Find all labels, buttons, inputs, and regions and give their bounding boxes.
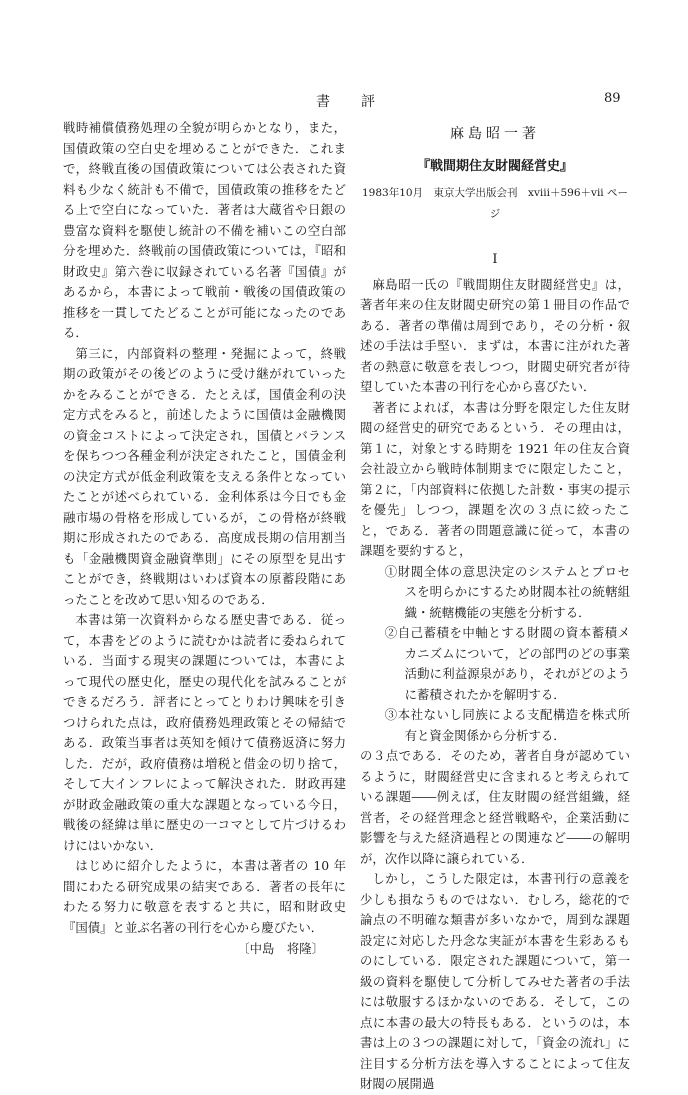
paragraph: しかし，こうした限定は，本書刊行の意義を少しも損なうものではない．むしろ，総花的で論点の不明確な類書が多いなかで，周到な課題設定に対応した丹念な実証が本書を生彩あるものにしている．限定された課題について，第一級の資料を駆使して分析してみせた著者の手法には敬服するほかないのである．そして，この点に本書の最大の特長もある．というのは，本書は上の３つの課題に対して，「資金の流れ」に注目する分析方法を導入することによって住友財閥の展開過: [360, 871, 630, 1091]
left-column: [63, 118, 346, 960]
paragraph: 戦時補償債務処理の全貌が明らかとなり，また，国債政策の空白史を埋めることができた．これまで，終戦直後の国債政策については公表された資料も少なく統計も不備で，国債政策の推移をたどる上で空白になっていた．著者は大蔵省や日銀の豊富な資料を駆使し統計の不備を補いこの空白部分を埋めた．終戦前の国債政策については，『昭和財政史』第六巻に収録されている名著『国債』があるから，本書によって戦前・戦後の国債政策の推移を一貫してたどることが可能になったのである．: [63, 120, 346, 340]
paragraph: 著者によれば，本書は分野を限定した住友財閥の経営史的研究であるという．その理由は，第１に，対象とする時期を 1921 年の住友合資会社設立から戦時体制期までに限定したこと，第２に，「内部資料に依拠した計数・事実の提示を優先」しつつ，課題を次の３点に絞ったこと，である．著者の問題意識に従って，本書の課題を要約すると，: [360, 399, 630, 558]
book-title: 『戦間期住友財閥経営史』: [416, 158, 573, 174]
paragraph: 本書は第一次資料からなる歴史書である．従って，本書をどのように読むかは読者に委ねられている．当面する現実の課題については，本書によって現代の歴史化，歴史の現代化を試みることができるだろう．評者にとってとりわけ興味を引きつけられた点は，政府債務処理政策とその帰結である．政策当事者は英知を傾けて債務返済に努力した．だが，政府債務は増税と借金の切り捨て，そして大インフレによって解決された．財政再建が財政金融政策の重大な課題となっている今日，戦後の経緯は単に歴史の一コマとして片づけるわけにはいかない．: [63, 612, 346, 853]
paragraph: はじめに紹介したように，本書は著者の 10 年間にわたる研究成果の結実である．著者の長年にわたる努力に敬意を表すると共に，昭和財政史『国債』と並ぶ名著の刊行を心から慶びたい．: [63, 858, 346, 935]
paragraph: の３点である．そのため，著者自身が認めているように，財閥経営史に含まれると考えられている課題――例えば，住友財閥の経営組織，経営者，その経営理念と経営戦略や，企業活動に影響を与えた経済過程との関連など――の解明が，次作以降に譲られている．: [360, 748, 630, 866]
running-header-left: 書: [316, 94, 330, 110]
publication-info: 1983年10月 東京大学出版会刊 xviii＋596＋vii ページ: [361, 187, 629, 220]
page-number: 89: [604, 91, 621, 106]
paragraph: 第三に，内部資料の整理・発掘によって，終戦期の政策がその後どのように受け継がれていったかをみることができる．たとえば，国債金利の決定方式をみると，前述したように国債は金融機関の資金コストによって決定され，国債とバランスを保ちつつ各種金利が決定されたこと，国債金利の決定方式が低金利政策を支える条件となっていたことが述べられている．金利体系は今日でも金融市場の骨格を形成しているが，この骨格が終戦期に形成されたのである．高度成長期の信用割当も「金融機関資金融資準則」にその原型を見出すことができ，終戦期はいわば資本の原蓄段階にあったことを改めて思い知るのである．: [63, 345, 346, 607]
list-item: ①財閥全体の意思決定のシステムとプロセスを明らかにするため財閥本社の統轄組織・統轄機能の実態を分析する．: [384, 563, 630, 620]
right-column: [360, 118, 630, 1095]
list-item: ③本社ないし同族による支配構造を株式所有と資金関係から分析する．: [384, 707, 630, 743]
reviewer-name: 〔中島 将隆〕: [237, 941, 324, 956]
running-header-right: 評: [361, 94, 375, 110]
list-item: ②自己蓄積を中軸とする財閥の資本蓄積メカニズムについて，どの部門のどの事業活動に利益源泉があり，それがどのように蓄積されたかを解明する．: [384, 625, 630, 702]
running-header: [0, 91, 688, 111]
research-topics-list: [360, 562, 630, 747]
section-number: I: [492, 252, 498, 267]
paragraph: 麻島昭一氏の『戦間期住友財閥経営史』は，著者年来の住友財閥史研究の第１冊目の作品である．著者の準備は周到であり，その分析・叙述の手法は手堅い．まずは，本書に注がれた著者の熱意に敬意を表しつつ，財閥史研究者が待望していた本書の刊行を心から喜びたい．: [360, 276, 630, 394]
book-author: 麻島昭一著: [450, 126, 540, 142]
